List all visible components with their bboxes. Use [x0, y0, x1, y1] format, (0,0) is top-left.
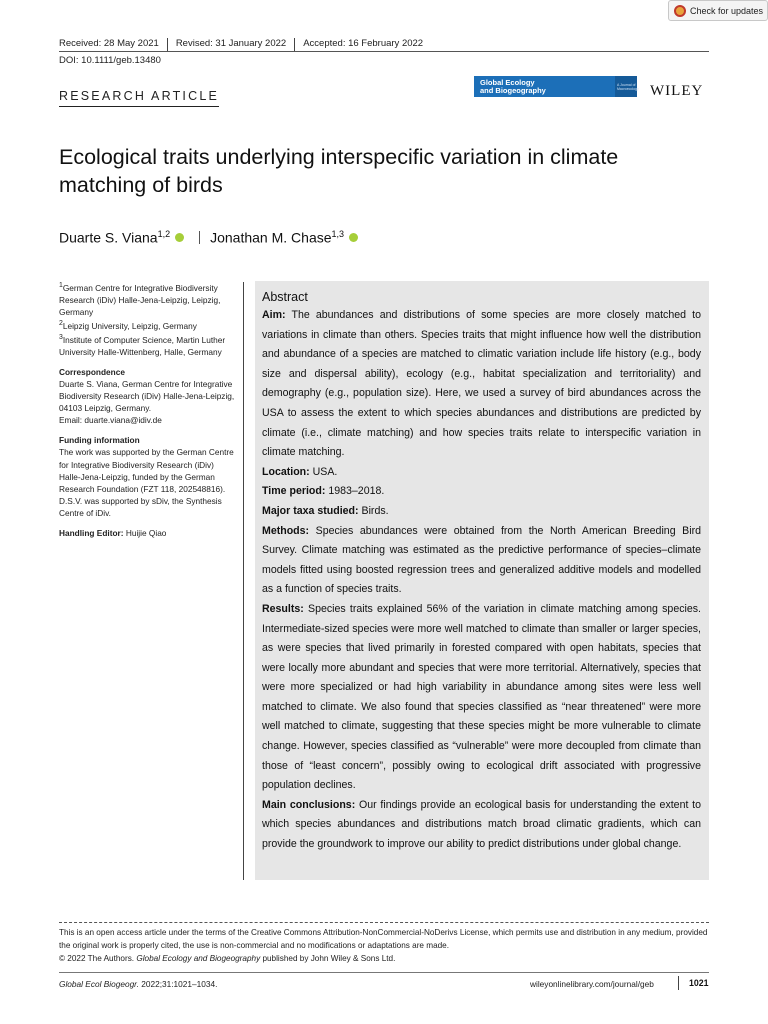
correspondence-text: Duarte S. Viana, German Centre for Integrative Biodiversity Research (iDiv) Halle-Jena-Leipzig, 04103 Leipzig, Germany. — [59, 378, 235, 414]
orcid-icon[interactable] — [175, 233, 184, 242]
author-separator — [199, 231, 200, 244]
funding-text: The work was supported by the German Centre for Integrative Biodiversity Research (iDiv) Halle-Jena-Leipzig, funded by the German Research Foundation (FZT 118, 202548816). D.S.V. was supported by sDiv, the Synthesis Centre of iDiv. — [59, 447, 234, 518]
abstract-conclusions: Main conclusions: Our findings provide an ecological basis for understanding the extent to which species abundances and distributions match broad climatic gradients, which can provide the groundwork to improve our ability to predict distributions under global change. — [262, 798, 701, 851]
author-name[interactable]: Duarte S. Viana$^{1,2}$ — [59, 229, 171, 246]
correspondence-heading: Correspondence — [59, 366, 125, 377]
journal-logo-line1: Global Ecology — [480, 77, 535, 87]
journal-url[interactable]: wileyonlinelibrary.com/journal/geb — [530, 979, 654, 989]
doi[interactable]: DOI: 10.1111/geb.13480 — [59, 55, 161, 66]
abstract-methods: Methods: Species abundances were obtained from the North American Breeding Bird Survey. Climate matching was estimated as the predictive performance of species–climate models fitted using boosted regression trees and generalized additive models and modelled as a function of species traits. — [262, 524, 701, 596]
correspondence-email[interactable]: Email: duarte.viana@idiv.de — [59, 415, 162, 426]
article-info-column — [59, 280, 237, 539]
affiliation: $^1$German Centre for Integrative Biodiversity Research (iDiv) Halle-Jena-Leipzig, Leipzig, Germany — [59, 282, 221, 317]
check-for-updates-label: Check for updates — [690, 5, 764, 16]
affiliation: $^2$Leipzig University, Leipzig, Germany — [59, 320, 197, 331]
crossmark-icon — [674, 5, 686, 17]
header-rule — [59, 51, 709, 52]
page-number: 1021 — [689, 978, 709, 988]
abstract-taxa: Major taxa studied: Birds. — [262, 504, 389, 517]
accepted-date: Accepted: 16 February 2022 — [294, 38, 431, 52]
license-text: This is an open access article under the terms of the Creative Commons Attribution-NonCommercial-NoDerivs License, which permits use and distribution in any medium, provided the original work is properly cited, the use is non-commercial and no modifications or adaptations are made. — [59, 928, 708, 950]
journal-logo[interactable] — [474, 76, 637, 97]
handling-editor: Handling Editor: Huijie Qiao — [59, 527, 167, 538]
orcid-icon[interactable] — [349, 233, 358, 242]
abstract-aim: Aim: The abundances and distributions of some species are more closely matched to variations in climate than others. Species traits that might influence how well the distribution and abundance of a species are matched to climatic variation include life history (e.g., body size and dispersal ability), ecology (e.g., habitat specialization and territoriality) and demography (e.g., population size). Here, we used a survey of bird abundances across the USA to assess the extent to which species abundances and distributions are predicted by climate (i.e., climate matching) and how species traits relate to interspecific variation in climate matching. — [262, 309, 701, 459]
article-type: RESEARCH ARTICLE — [59, 89, 219, 107]
footer-dashed-rule — [59, 922, 709, 923]
column-divider — [243, 282, 244, 880]
abstract-results: Results: Species traits explained 56% of the variation in climate matching among species. Intermediate-sized species were more well matched to climate than smaller or larger species, as were species that lived primarily in forested compared with open habitats, species that were locally more abundant and species that were more territorial. Alternatively, species that were more specialized or had high variability in abundance among sites were less well matched to climate. We also found that species classified as “near threatened” were more well matched to climate, suggesting that these species might be more vulnerable to climate change. However, species classified as “vulnerable” were more decoupled from climate than those of “least concern”, possibly owing to ecological drift associated with progressive population declines. — [262, 602, 701, 792]
publisher-logo[interactable]: WILEY — [650, 83, 704, 99]
abstract-time-period: Time period: 1983–2018. — [262, 485, 385, 498]
journal-logo-side: A Journal of Macroecology — [615, 76, 637, 97]
license-notice — [59, 926, 709, 965]
received-date: Received: 28 May 2021 — [59, 38, 159, 49]
revised-date: Revised: 31 January 2022 — [167, 38, 294, 52]
journal-citation: Global Ecol Biogeogr. 2022;31:1021–1034. — [59, 979, 218, 989]
article-dates — [59, 38, 431, 52]
article-title: Ecological traits underlying interspecific variation in climate matching of birds — [59, 145, 619, 197]
abstract-location: Location: USA. — [262, 465, 338, 478]
copyright-line: © 2022 The Authors. Global Ecology and Biogeography published by John Wiley & Sons Ltd. — [59, 954, 396, 963]
abstract-box — [255, 281, 709, 880]
journal-logo-line2: and Biogeography — [480, 85, 546, 95]
author-list — [59, 229, 363, 246]
affiliation: $^3$Institute of Computer Science, Martin Luther University Halle-Wittenberg, Halle, Germany — [59, 333, 226, 357]
funding-heading: Funding information — [59, 435, 140, 446]
footer-separator — [678, 976, 679, 990]
footer-rule — [59, 972, 709, 973]
abstract-heading: Abstract — [262, 290, 308, 304]
check-for-updates-button[interactable] — [668, 0, 768, 21]
author-name[interactable]: Jonathan M. Chase$^{1,3}$ — [210, 229, 345, 246]
